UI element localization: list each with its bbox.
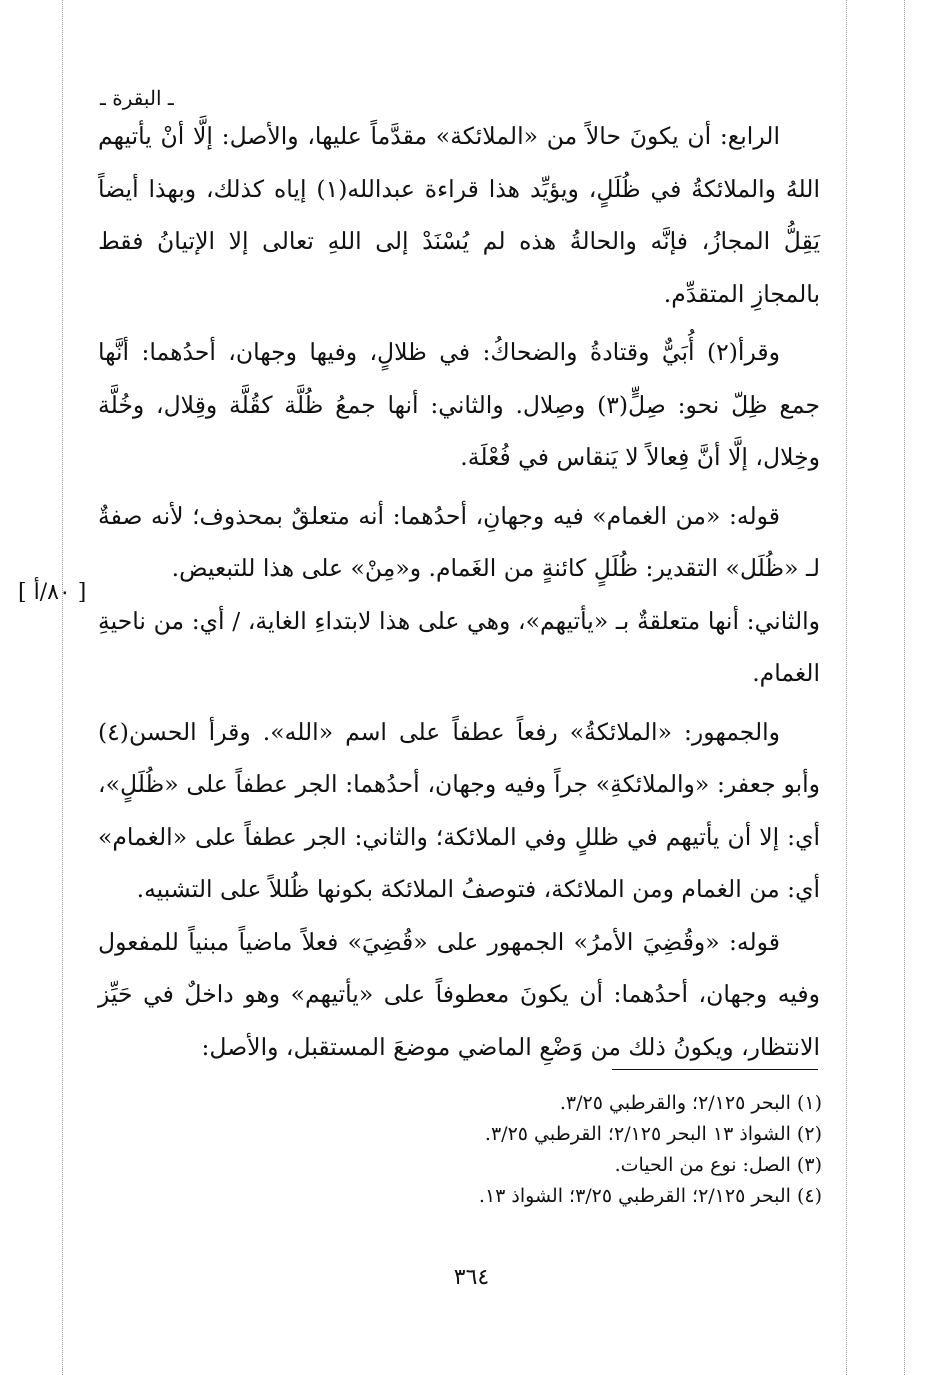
footnote-separator <box>612 1069 818 1070</box>
scan-dotted-line <box>846 0 847 1375</box>
manuscript-folio-marker: [ ٨٠/أ ] <box>18 580 87 605</box>
scan-dotted-line <box>62 0 63 1375</box>
paragraph: قوله: «وقُضِيَ الأمرُ» الجمهور على «قُضِيَ» فعلاً ماضياً مبنياً للمفعول وفيه وجهان، أحدُهما: أن يكونَ معطوفاً على «يأتيهم» وهو داخلٌ في حَيِّز الانتظار، ويكونُ ذلك من وَضْعِ الماضي موضعَ المستقبل، والأصل: <box>98 927 820 1061</box>
main-text <box>98 110 820 1073</box>
page-number: ٣٦٤ <box>453 1265 490 1290</box>
scan-dotted-line <box>904 0 905 1375</box>
footnote: (٤) البحر ٢/١٢٥؛ القرطبي ٣/٢٥؛ الشواذ ١٣. <box>478 1185 822 1207</box>
paragraph: والجمهور: «الملائكةُ» رفعاً عطفاً على اسم «الله». وقرأ الحسن(٤) وأبو جعفر: «والملائكةِ» جراً وفيه وجهان، أحدُهما: الجر عطفاً على «ظُلَلٍ»، أي: إلا أن يأتيهم في ظللٍ وفي الملائكة؛ والثاني: الجر عطفاً على «الغمام» أي: من الغمام ومن الملائكة، فتوصفُ الملائكة بكونها ظُللاً على التشبيه. <box>98 717 820 903</box>
paragraph: الرابع: أن يكونَ حالاً من «الملائكة» مقدَّماً عليها، والأصل: إلَّا أنْ يأتيهم اللهُ والملائكةُ في ظُلَلٍ، ويؤيِّد هذا قراءة عبدالله(١) إياه كذلك، وبهذا أيضاً يَقِلُّ المجازُ، فإنَّه والحالةُ هذه لم يُسْنَدْ إلى اللهِ تعالى إلا الإتيانُ فقط بالمجازِ المتقدِّم. <box>98 122 820 308</box>
paragraph: وقرأ(٢) أُبَيٌّ وقتادةُ والضحاكُ: في ظلالٍ، وفيها وجهان، أحدُهما: أنَّها جمع ظِلّ نحو: صِلٍّ(٣) وصِلال. والثاني: أنها جمعُ ظُلَّة كقُلَّة وقِلال، وخُلَّة وخِلال، إلَّا أنَّ فِعالاً لا يَنقاس في فُعْلَة. <box>98 338 821 471</box>
paragraph: والثاني: أنها متعلقةٌ بـ «يأتيهم»، وهي على هذا لابتداءِ الغاية، / أي: من ناحيةِ الغمام. <box>98 606 820 687</box>
running-header: ـ البقرة ـ <box>100 86 174 110</box>
footnotes <box>300 1088 822 1212</box>
footnote: (٣) الصل: نوع من الحيات. <box>614 1154 822 1176</box>
paragraph: قوله: «من الغمام» فيه وجهانِ، أحدُهما: أنه متعلقٌ بمحذوف؛ لأنه صفةٌ لـ «ظُلَل» التقدير: ظُلَلٍ كائنةٍ من الغَمام. و«مِنْ» على هذا للتبعيض. <box>98 501 820 582</box>
footnote: (٢) الشواذ ١٣ البحر ٢/١٢٥؛ القرطبي ٣/٢٥. <box>484 1123 822 1145</box>
footnote: (١) البحر ٢/١٢٥؛ والقرطبي ٣/٢٥. <box>559 1092 822 1114</box>
